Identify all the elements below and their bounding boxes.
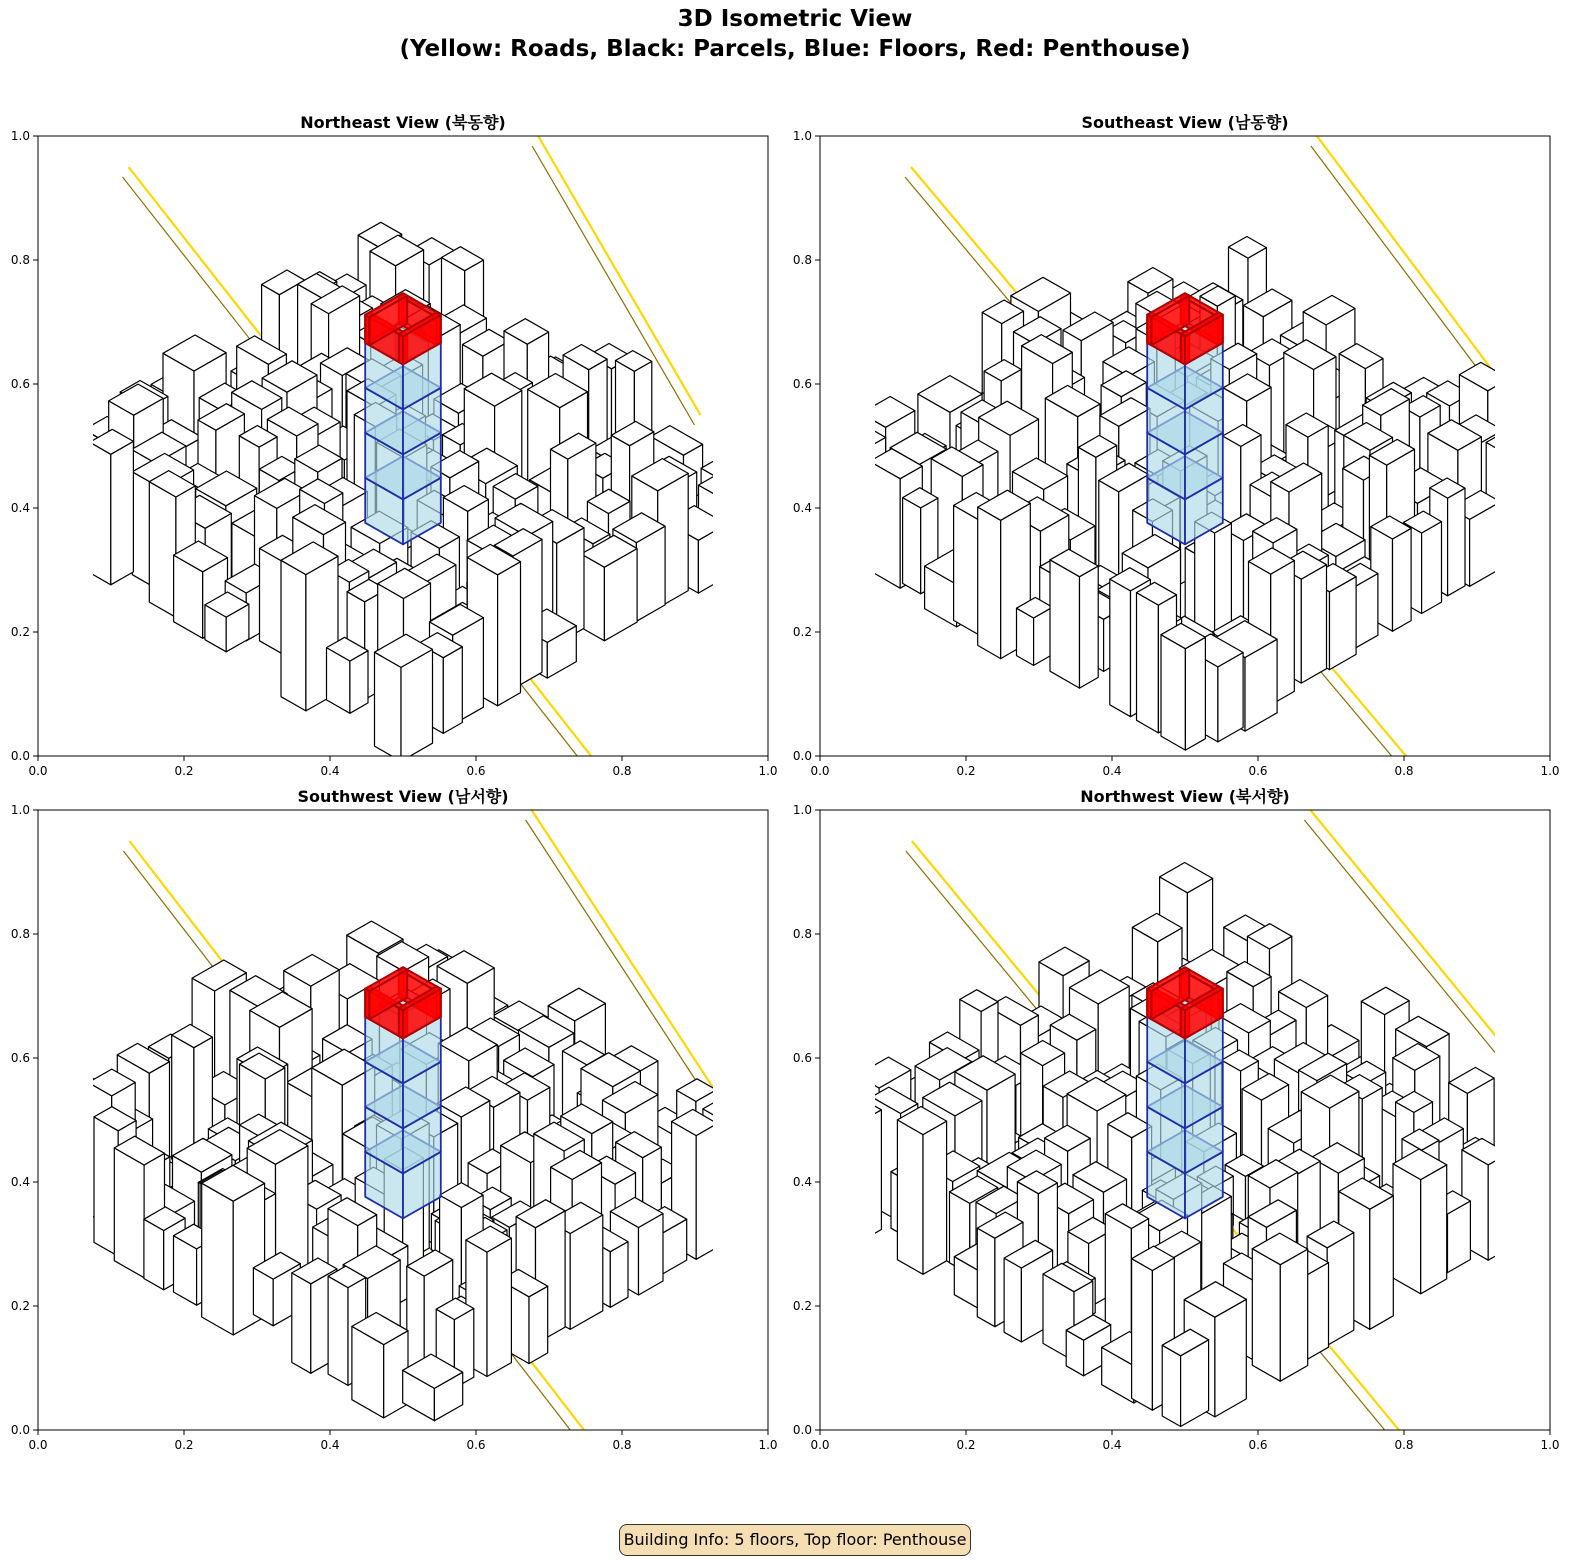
target-building-northeast	[365, 293, 441, 544]
target-building-northwest	[1147, 967, 1223, 1218]
parcel-building-left-face	[281, 560, 306, 711]
parcel-building-left-face	[27, 1122, 59, 1229]
parcel-building	[897, 1107, 946, 1275]
parcel-building-left-face	[1512, 428, 1533, 556]
x-tick-label: 0.8	[1394, 764, 1414, 778]
x-tick-label: 1.0	[1540, 1438, 1560, 1452]
panel-title-northwest: Northwest View (북서향)	[1080, 787, 1290, 806]
building-info-box: Building Info: 5 floors, Top floor: Penthouse	[619, 1524, 971, 1556]
parcel-building-right-face	[1536, 1156, 1562, 1230]
parcel-building-right-face	[1327, 1233, 1354, 1346]
panel-title-southwest: Southwest View (남서향)	[297, 787, 509, 806]
x-tick-label: 0.8	[1394, 1438, 1414, 1452]
parcel-building-left-face	[55, 495, 73, 563]
parcel-building-left-face	[903, 498, 921, 594]
parcel-building	[581, 535, 637, 641]
parcel-building-right-face	[1218, 653, 1243, 742]
parcel-building-left-face	[1132, 1259, 1153, 1411]
parcel-building	[375, 634, 433, 761]
y-tick-label: 0.6	[10, 1051, 30, 1065]
parcel-building-left-face	[870, 461, 901, 588]
parcel-building-right-face	[923, 1121, 947, 1274]
parcel-building-top-face	[1494, 473, 1542, 500]
parcel-building-right-face	[730, 470, 755, 537]
y-tick-label: 0.6	[10, 377, 30, 391]
parcel-building	[733, 486, 775, 548]
parcel-building-left-face	[846, 438, 866, 529]
parcel-building-left-face	[977, 1228, 995, 1327]
panel-title-northeast: Northeast View (북동향)	[300, 113, 506, 132]
parcel-building-right-face	[826, 1122, 857, 1227]
x-tick-label: 0.0	[810, 1438, 830, 1452]
parcel-building-left-face	[1393, 1164, 1421, 1294]
parcel-building-right-face	[487, 1238, 511, 1376]
parcel-building-left-face	[292, 1273, 311, 1373]
northeast-view-plot	[0, 128, 790, 788]
parcel-building-left-face	[144, 1219, 164, 1290]
parcel-building-left-face	[978, 507, 1001, 658]
southeast-view-plot	[782, 128, 1572, 788]
parcel-building-right-face	[401, 649, 433, 761]
y-tick-label: 0.2	[10, 1299, 30, 1313]
x-tick-label: 0.2	[956, 764, 976, 778]
parcel-building-right-face	[696, 1124, 717, 1260]
figure-title-line1: 3D Isometric View	[677, 6, 913, 32]
parcel-building	[1393, 1149, 1447, 1294]
parcel-building-right-face	[1301, 565, 1326, 683]
parcel-building-top-face	[1512, 409, 1565, 440]
x-tick-label: 1.0	[758, 764, 778, 778]
parcel-building-top-face	[708, 1088, 751, 1112]
x-tick-label: 0.0	[28, 1438, 48, 1452]
parcel-building-right-face	[727, 1099, 751, 1206]
x-tick-label: 0.4	[320, 1438, 340, 1452]
parcel-building-left-face	[90, 442, 111, 585]
parcel-building-left-face	[728, 1184, 760, 1235]
x-tick-label: 0.4	[320, 764, 340, 778]
parcel-building-left-face	[328, 1276, 348, 1385]
parcel-building	[1494, 473, 1542, 536]
parcel-building	[728, 1167, 790, 1235]
parcel-building-top-face	[803, 1109, 856, 1140]
parcel-building-left-face	[1110, 579, 1131, 717]
y-tick-label: 0.2	[10, 625, 30, 639]
x-tick-label: 0.8	[612, 1438, 632, 1452]
parcel-building-left-face	[897, 1120, 923, 1274]
y-tick-label: 1.0	[10, 129, 30, 143]
northwest-view-plot	[782, 802, 1572, 1462]
parcel-building-top-face	[52, 1069, 97, 1095]
parcel-building-right-face	[73, 492, 96, 563]
x-tick-label: 0.6	[466, 764, 486, 778]
y-tick-label: 0.2	[792, 1299, 812, 1313]
y-tick-label: 0.2	[792, 625, 812, 639]
parcel-building-left-face	[581, 554, 604, 641]
parcel-building-top-face	[19, 414, 68, 442]
y-tick-label: 0.4	[10, 501, 30, 515]
parcel-building-top-face	[1508, 1140, 1562, 1171]
parcel-building	[1162, 1329, 1208, 1426]
parcel-building-left-face	[1161, 635, 1185, 750]
y-tick-label: 0.6	[792, 1051, 812, 1065]
parcel-building-right-face	[1393, 528, 1412, 631]
parcel-building-top-face	[55, 482, 96, 506]
parcel-building-right-face	[1448, 488, 1465, 596]
parcel-building	[19, 414, 68, 551]
parcel-building	[1508, 1140, 1562, 1230]
parcel-building-left-face	[1050, 560, 1080, 688]
parcel-building-left-face	[1162, 1345, 1180, 1426]
target-building-southwest	[365, 967, 441, 1218]
parcel-building-left-face	[19, 432, 36, 551]
parcel-building-right-face	[111, 441, 134, 584]
x-tick-label: 0.4	[1102, 1438, 1122, 1452]
scene-southeast	[836, 136, 1565, 766]
x-tick-label: 0.0	[28, 764, 48, 778]
parcel-building	[708, 1088, 751, 1206]
x-tick-label: 0.0	[810, 764, 830, 778]
parcel-building-left-face	[1137, 593, 1159, 733]
parcel-building-left-face	[1004, 1258, 1021, 1342]
parcel-building-right-face	[1370, 1196, 1394, 1330]
y-tick-label: 0.8	[10, 927, 30, 941]
scene-northwest	[803, 810, 1562, 1440]
y-tick-label: 0.6	[792, 377, 812, 391]
panel-title-southeast: Southeast View (남동향)	[1081, 113, 1289, 132]
parcel-building	[90, 429, 134, 585]
parcel-building-right-face	[529, 1286, 548, 1363]
y-tick-label: 0.8	[792, 253, 812, 267]
x-tick-label: 0.8	[612, 764, 632, 778]
parcel-building-right-face	[1215, 1299, 1246, 1417]
parcel-building-right-face	[1488, 1154, 1508, 1261]
parcel-building-right-face	[1330, 577, 1357, 670]
parcel-building-right-face	[864, 1110, 882, 1240]
x-tick-label: 1.0	[758, 1438, 778, 1452]
parcel-building-left-face	[836, 469, 867, 574]
x-tick-label: 0.6	[1248, 764, 1268, 778]
parcel-building-right-face	[1510, 1201, 1530, 1243]
scene-northeast	[19, 136, 776, 766]
parcel-building	[352, 1313, 408, 1418]
y-tick-label: 0.0	[792, 1423, 812, 1437]
parcel-building-left-face	[1494, 485, 1521, 536]
parcel-building-right-face	[1280, 1249, 1307, 1381]
y-tick-label: 0.8	[792, 927, 812, 941]
scene-southwest	[27, 810, 789, 1440]
y-tick-label: 0.0	[10, 1423, 30, 1437]
target-building-southeast	[1147, 293, 1223, 544]
y-tick-label: 0.4	[792, 1175, 812, 1189]
parcel-building	[803, 1109, 856, 1227]
parcel-building-right-face	[1533, 421, 1566, 556]
x-tick-label: 1.0	[1540, 764, 1560, 778]
parcel-building	[844, 1099, 881, 1240]
parcel-building-left-face	[149, 482, 176, 618]
parcel-building	[327, 637, 369, 713]
parcel-building-left-face	[1508, 1155, 1536, 1230]
parcel-building-left-face	[844, 1109, 863, 1240]
parcel-building-top-face	[728, 1167, 790, 1202]
parcel-building	[205, 592, 249, 652]
x-tick-label: 0.6	[466, 1438, 486, 1452]
x-tick-label: 0.6	[1248, 1438, 1268, 1452]
parcel-building-right-face	[722, 480, 754, 574]
parcel-building-right-face	[59, 1127, 82, 1229]
parcel-building-left-face	[52, 1083, 73, 1206]
parcel-building-left-face	[51, 451, 78, 541]
x-tick-label: 0.2	[956, 1438, 976, 1452]
y-tick-label: 1.0	[792, 129, 812, 143]
parcel-building-right-face	[443, 647, 462, 734]
x-tick-label: 0.2	[174, 1438, 194, 1452]
parcel-building-left-face	[114, 1148, 144, 1278]
y-tick-label: 1.0	[792, 803, 812, 817]
parcel-building-top-face	[27, 1109, 82, 1140]
y-tick-label: 0.0	[792, 749, 812, 763]
y-tick-label: 0.8	[10, 253, 30, 267]
parcel-building-right-face	[1185, 637, 1205, 750]
y-tick-label: 0.4	[792, 501, 812, 515]
parcel-building	[1161, 623, 1205, 750]
parcel-building-right-face	[570, 1215, 603, 1330]
x-tick-label: 0.4	[1102, 764, 1122, 778]
parcel-building-right-face	[1521, 489, 1542, 536]
parcel-building-right-face	[1510, 442, 1535, 571]
parcel-building-right-face	[498, 562, 521, 706]
parcel-building-right-face	[1080, 566, 1099, 688]
parcel-building	[1050, 549, 1098, 688]
parcel-building-right-face	[610, 1242, 628, 1308]
parcel-building-left-face	[375, 652, 402, 761]
parcel-building	[1252, 1233, 1307, 1381]
parcel-building-left-face	[1252, 1249, 1280, 1382]
parcel-building-right-face	[756, 500, 775, 549]
parcel-building	[27, 1109, 82, 1229]
x-tick-label: 0.2	[174, 764, 194, 778]
parcel-building-left-face	[840, 1111, 863, 1205]
y-tick-label: 1.0	[10, 803, 30, 817]
parcel-building-right-face	[36, 424, 68, 551]
y-tick-label: 0.4	[10, 1175, 30, 1189]
parcel-building-right-face	[732, 1112, 756, 1248]
figure-title	[0, 4, 1590, 64]
parcel-building-right-face	[1422, 522, 1442, 614]
parcel-building-left-face	[202, 1183, 234, 1335]
parcel-building	[55, 482, 96, 563]
parcel-building-right-face	[1306, 1263, 1328, 1360]
parcel-building	[1017, 597, 1053, 665]
y-tick-label: 0.0	[10, 749, 30, 763]
parcel-building-right-face	[1421, 1165, 1447, 1294]
parcel-building	[52, 1069, 97, 1206]
parcel-building	[1512, 409, 1565, 556]
southwest-view-plot	[0, 802, 790, 1462]
parcel-building-top-face	[733, 486, 775, 510]
parcel-building-left-face	[733, 497, 756, 548]
figure-title-line2: (Yellow: Roads, Black: Parcels, Blue: Floors, Red: Penthouse)	[399, 36, 1191, 62]
